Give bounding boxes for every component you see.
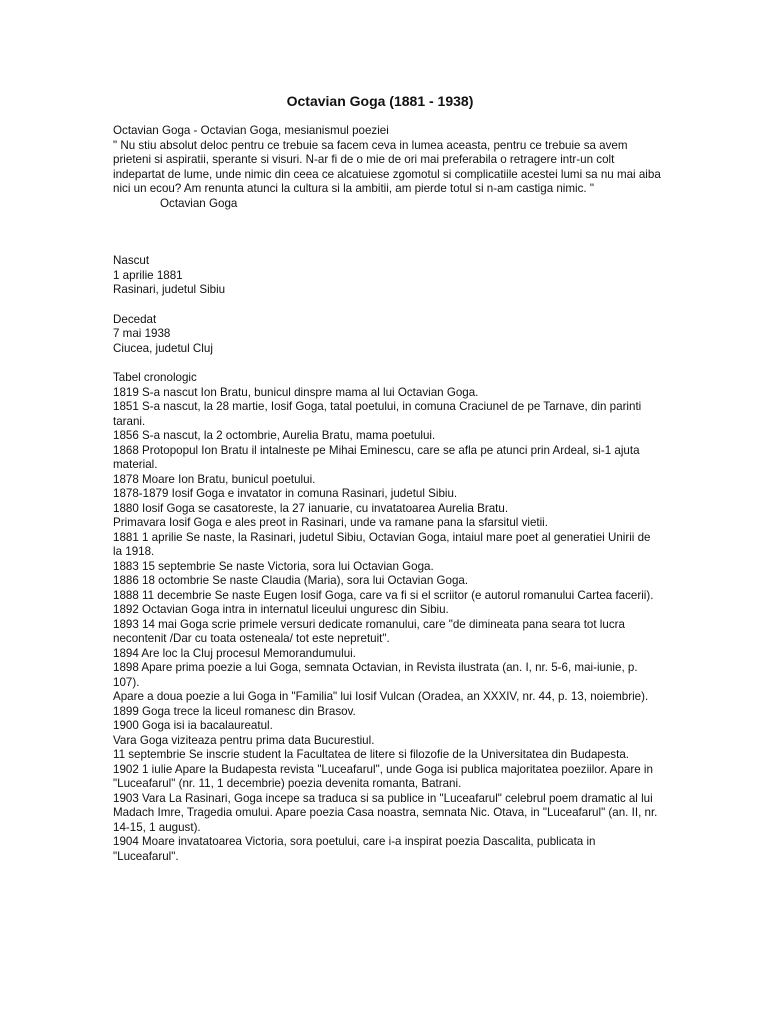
chronology-entry: 1903 Vara La Rasinari, Goga incepe sa traduca si sa publice in "Luceafarul" celebrul poem dramatic al lui Madach Imre, Tragedia omului. Apare poezia Casa noastra, semnata Nic. Otava, in "Luceafarul" (an. II, nr. 14-15, 1 august). — [113, 791, 661, 834]
chronology-entry: 1819 S-a nascut Ion Bratu, bunicul dinspre mama al lui Octavian Goga. — [113, 385, 479, 399]
chronology-entry: 1904 Moare invatatoarea Victoria, sora poetului, care i-a inspirat poezia Dascalita, publicata in "Luceafarul". — [113, 835, 599, 863]
chronology-entry: 1900 Goga isi ia bacalaureatul. — [113, 719, 273, 732]
chronology-heading: Tabel cronologic — [113, 371, 197, 384]
spacer — [113, 356, 661, 371]
chronology-entry: 1899 Goga trece la liceul romanesc din Brasov. — [113, 704, 356, 718]
intro-quote: " Nu stiu absolut deloc pentru ce trebuie sa facem ceva in lumea aceasta, pentru ce trebuie sa avem prieteni si aspiratii, sperante si visuri. N-ar fi de o mie de ori mai preferabila o retragere intr-un colt indepartat de lume, unde nimic din ceea ce alcatuiese zgomotul si complicatiile acestei lumi sa nu mai aiba nici un ecou? Am renunta atunci la cultura si la ambitii, am pierde totul si n-am castiga nimic. " — [113, 138, 665, 195]
chronology-entry: 1881 1 aprilie Se naste, la Rasinari, judetul Sibiu, Octavian Goga, intaiul mare poet al generatiei Unirii de la 1918. — [113, 530, 654, 558]
died-section — [113, 313, 661, 357]
born-date: 1 aprilie 1881 — [113, 268, 183, 282]
quote-signature: Octavian Goga — [160, 196, 238, 210]
died-heading: Decedat — [113, 312, 157, 326]
died-place: Ciucea, judetul Cluj — [113, 341, 213, 355]
chronology-entry: Primavara Iosif Goga e ales preot in Rasinari, unde va ramane pana la sfarsitul vietii. — [113, 516, 548, 529]
chronology-entry: 1902 1 iulie Apare la Budapesta revista "Luceafarul", unde Goga isi publica majoritatea poeziilor. Apare in "Luceafarul" (nr. 11, 1 decembrie) poezia devenita romanta, Batrani. — [113, 762, 657, 790]
chronology-entry: 1893 14 mai Goga scrie primele versuri dedicate romanului, care "de dimineata pana seara tot lucra necontenit /Dar cu toata osteneala/ tot este nepretuit". — [113, 617, 629, 645]
chronology-entry: 1888 11 decembrie Se naste Eugen Iosif Goga, care va fi si el scriitor (e autorul romanului Cartea facerii). — [113, 588, 654, 602]
chronology-entry: 1880 Iosif Goga se casatoreste, la 27 ianuarie, cu invatatoarea Aurelia Bratu. — [113, 501, 509, 515]
chronology-entry: 1878-1879 Iosif Goga e invatator in comuna Rasinari, judetul Sibiu. — [113, 487, 458, 500]
chronology-entry: 1894 Are loc la Cluj procesul Memorandumului. — [113, 646, 356, 660]
spacer — [113, 298, 661, 313]
chronology-entry: 1856 S-a nascut, la 2 octombrie, Aurelia Bratu, mama poetului. — [113, 429, 436, 442]
intro-subtitle: Octavian Goga - Octavian Goga, mesianismul poeziei — [113, 124, 389, 137]
chronology-entry: 1886 18 octombrie Se naste Claudia (Maria), sora lui Octavian Goga. — [113, 574, 469, 587]
document-page — [113, 92, 665, 864]
chronology-entry: 1898 Apare prima poezie a lui Goga, semnata Octavian, in Revista ilustrata (an. I, nr. 5-6, mai-iunie, p. 107). — [113, 661, 641, 689]
born-heading: Nascut — [113, 254, 150, 267]
chronology-section — [113, 371, 661, 864]
chronology-entry: Vara Goga viziteaza pentru prima data Bucurestiul. — [113, 733, 375, 747]
chronology-entry: 1851 S-a nascut, la 28 martie, Iosif Goga, tatal poetului, in comuna Craciunel de pe Tarnave, din parinti tarani. — [113, 400, 645, 428]
died-date: 7 mai 1938 — [113, 327, 171, 340]
chronology-entry: Apare a doua poezie a lui Goga in "Familia" lui Iosif Vulcan (Oradea, an XXXIV, nr. 44, p. 13, noiembrie). — [113, 690, 649, 703]
chronology-entry: 1883 15 septembrie Se naste Victoria, sora lui Octavian Goga. — [113, 559, 434, 573]
chronology-entry: 1868 Protopopul Ion Bratu il intalneste pe Mihai Eminescu, care se afla pe atunci prin Ardeal, si-1 ajuta material. — [113, 443, 643, 471]
born-section — [113, 254, 661, 298]
document-title: Octavian Goga (1881 - 1938) — [286, 93, 474, 109]
spacer — [113, 211, 661, 254]
born-place: Rasinari, judetul Sibiu — [113, 283, 226, 296]
chronology-entry: 11 septembrie Se inscrie student la Facultatea de litere si filozofie de la Universitatea din Budapesta. — [113, 748, 629, 761]
chronology-entry: 1878 Moare Ion Bratu, bunicul poetului. — [113, 472, 316, 486]
intro-section — [113, 124, 665, 211]
chronology-entry: 1892 Octavian Goga intra in internatul liceului unguresc din Sibiu. — [113, 603, 449, 616]
